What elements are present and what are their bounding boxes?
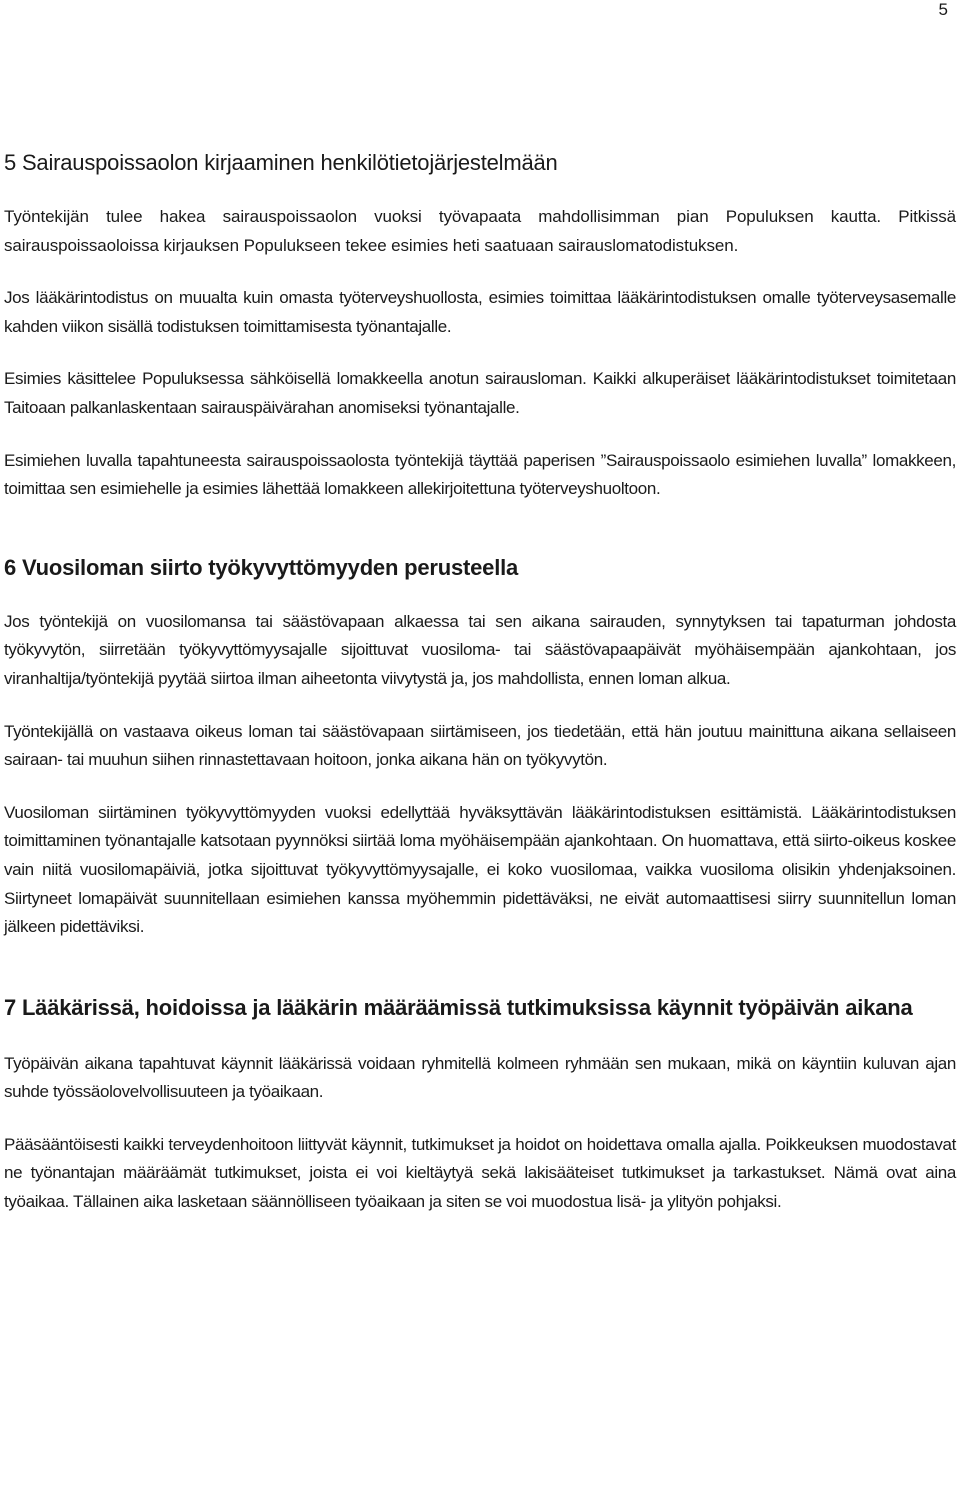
section-7-paragraph-1: Työpäivän aikana tapahtuvat käynnit lääkärissä voidaan ryhmitellä kolmeen ryhmään sen mukaan, mikä on käyntiin kuluvan ajan suhde työssäolovelvollisuuteen ja työaikaan.: [4, 1053, 956, 1102]
section-6-paragraph-3: Vuosiloman siirtäminen työkyvyttömyyden vuoksi edellyttää hyväksyttävän lääkärintodistuksen esittämistä. Lääkärintodistuksen toimittaminen työnantajalle katsotaan pyynnöksi siirtää loma myöhäisempään ajankohtaan. On huomattava, että siirto-oikeus koskee vain niitä vuosilomapäiviä, jotka sijoittuvat työkyvyttömyysajalle, ei koko vuosilomaa, vaikka vuosiloma olisikin yhdenjaksoinen. Siirtyneet lomapäivät suunnitellaan esimiehen kanssa myöhemmin pidettäväksi, ne eivät automaattisesi siirry suunnitellun loman jälkeen pidettäviksi.: [4, 802, 956, 937]
section-5-paragraph-3: Esimies käsittelee Populuksessa sähköisellä lomakkeella anotun sairausloman. Kaikki alkuperäiset lääkärintodistukset toimitetaan Taitoaan palkanlaskentaan sairauspäivärahan anomiseksi työnantajalle.: [4, 369, 956, 417]
section-6-paragraph-2: Työntekijällä on vastaava oikeus loman tai säästövapaan siirtämiseen, jos tiedetään, että hän joutuu mainittuna aikana sellaiseen sairaan- tai muuhun siihen rinnastettavaan hoitoon, jonka aikana hän on työkyvytön.: [4, 721, 956, 770]
section-5-paragraph-1: Työntekijän tulee hakea sairauspoissaolon vuoksi työvapaata mahdollisimman pian Populuksen kautta. Pitkissä sairauspoissaoloissa kirjauksen Populukseen tekee esimies heti saatuaan sairauslomatodistuksen.: [4, 207, 956, 255]
section-5-paragraph-4: Esimiehen luvalla tapahtuneesta sairauspoissaolosta työntekijä täyttää paperisen ”Sairauspoissaolo esimiehen luvalla” lomakkeen, toimittaa sen esimiehelle ja esimies lähettää lomakkeen allekirjoitettuna työterveyshuoltoon.: [4, 450, 956, 499]
document-body: [4, 147, 956, 1217]
section-7-paragraph-2: Pääsääntöisesti kaikki terveydenhoitoon liittyvät käynnit, tutkimukset ja hoidot on hoidettava omalla ajalla. Poikkeuksen muodostavat ne työnantajan määräämät tutkimukset, joista ei voi kieltäytyä sekä lakisääteiset tutkimukset ja tarkastukset. Nämä ovat aina työaikaa. Tällainen aika lasketaan säännölliseen työaikaan ja siten se voi muodostua lisä- ja ylityön pohjaksi.: [4, 1134, 956, 1212]
section-5-paragraph-2: Jos lääkärintodistus on muualta kuin omasta työterveyshuollosta, esimies toimittaa lääkärintodistuksen omalle työterveysasemalle kahden viikon sisällä todistuksen toimittamisesta työnantajalle.: [4, 288, 956, 336]
section-6-heading: 6 Vuosiloman siirto työkyvyttömyyden perusteella: [4, 554, 519, 580]
section-7-heading: 7 Lääkärissä, hoidoissa ja lääkärin määräämissä tutkimuksissa käynnit työpäivän aikana: [4, 994, 913, 1020]
page-number: 5: [938, 0, 948, 19]
section-6-paragraph-1: Jos työntekijä on vuosilomansa tai säästövapaan alkaessa tai sen aikana sairauden, synnytyksen tai tapaturman johdosta työkyvytön, siirretään työkyvyttömyysajalle sijoittuvat vuosiloma- tai säästövapaapäivät myöhäisempään ajankohtaan, jos viranhaltija/työntekijä pyytää siirtoa ilman aiheetonta viivytystä ja, jos mahdollista, ennen loman alkua.: [4, 611, 956, 688]
section-5-heading: 5 Sairauspoissaolon kirjaaminen henkilötietojärjestelmään: [4, 150, 558, 175]
